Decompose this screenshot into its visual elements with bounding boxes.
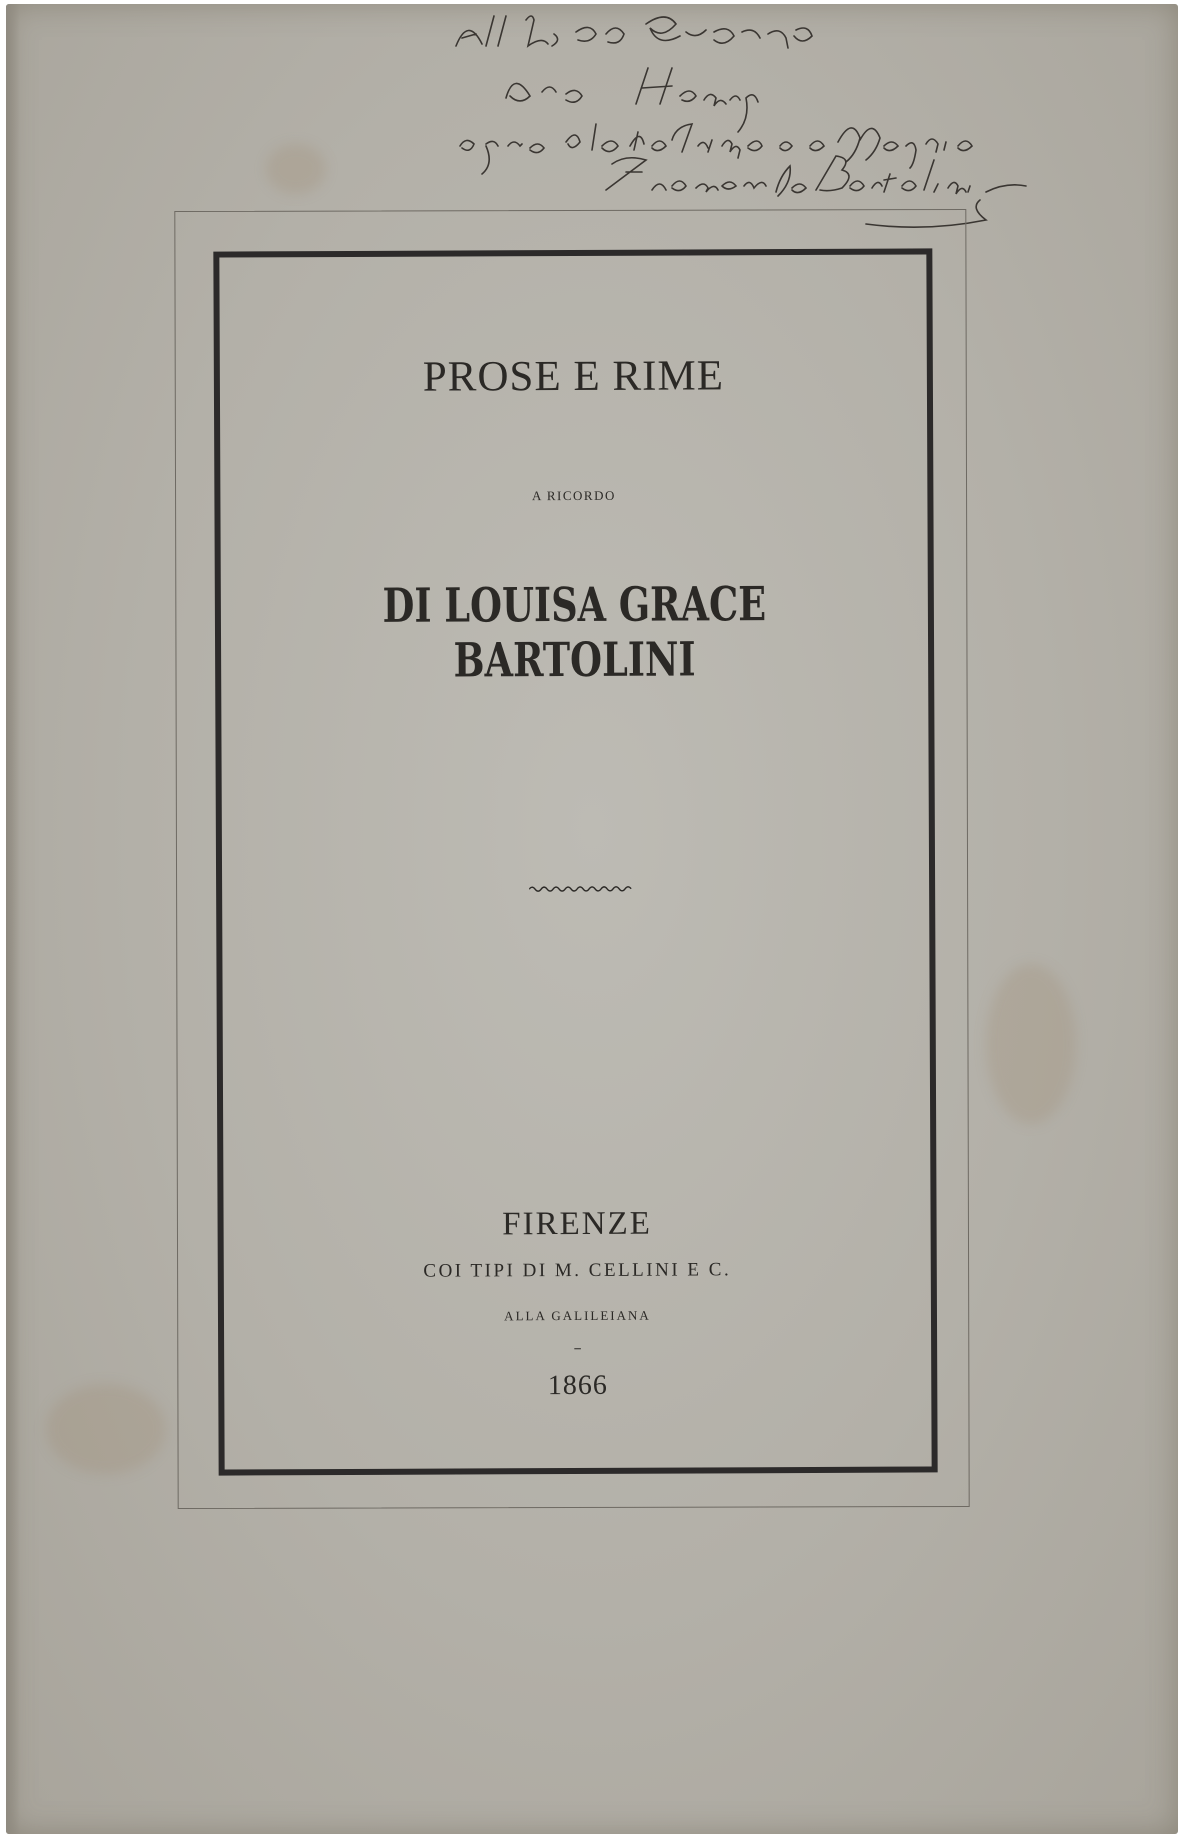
title-frame	[213, 248, 937, 1475]
paper-stain	[266, 144, 326, 194]
book-cover	[6, 4, 1178, 1834]
book-title: PROSE E RIME	[422, 352, 725, 401]
dedicatee-name: DI LOUISA GRACE BARTOLINI	[382, 577, 767, 689]
divider-dash: –	[573, 1337, 582, 1358]
printer-imprint: COI TIPI DI M. CELLINI E C.	[423, 1259, 732, 1282]
wavy-ornament	[529, 884, 633, 894]
paper-stain	[46, 1384, 166, 1474]
publication-year: 1866	[547, 1369, 608, 1402]
paper-stain	[986, 964, 1076, 1124]
printer-subimprint: ALLA GALILEIANA	[504, 1307, 651, 1324]
publication-city: FIRENZE	[502, 1205, 652, 1243]
book-subtitle: A RICORDO	[531, 487, 616, 504]
worn-spine-edge	[6, 4, 20, 1834]
